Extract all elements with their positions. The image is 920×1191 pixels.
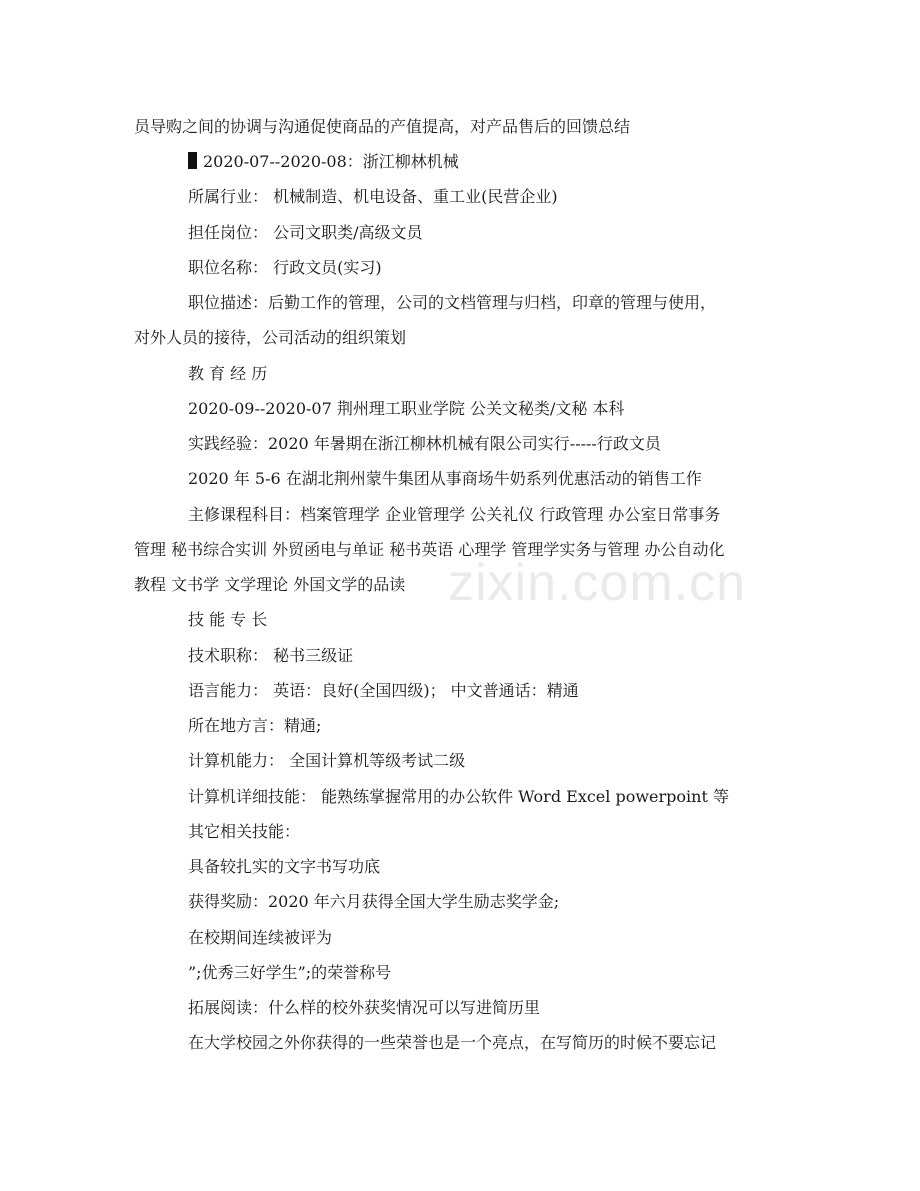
watermark: zixin.com.cn (448, 554, 747, 612)
text-line: 技术职称： 秘书三级证 (188, 646, 354, 665)
text-line: 2020 年 5-6 在湖北荆州蒙牛集团从事商场牛奶系列优惠活动的销售工作 (188, 469, 702, 488)
text-line: 计算机详细技能： 能熟练掌握常用的办公软件 Word Excel powerpoint 等 (188, 787, 729, 806)
text-line: 主修课程科目：档案管理学 企业管理学 公关礼仪 行政管理 办公室日常事务 (188, 505, 721, 524)
text-line: 获得奖励：2020 年六月获得全国大学生励志奖学金; (188, 892, 560, 911)
text-line: 职位描述：后勤工作的管理，公司的文档管理与归档，印章的管理与使用， (188, 293, 717, 312)
text-line: 所在地方言：精通; (188, 716, 322, 735)
text-line: 在大学校园之外你获得的一些荣誉也是一个亮点，在写简历的时候不要忘记 (188, 1033, 717, 1052)
text-line: 管理 秘书综合实训 外贸函电与单证 秘书英语 心理学 管理学实务与管理 办公自动化 (134, 540, 725, 559)
text-line: 所属行业： 机械制造、机电设备、重工业(民营企业) (188, 187, 558, 206)
text-line: 职位名称： 行政文员(实习) (188, 258, 382, 277)
text-line: 担任岗位： 公司文职类/高级文员 (188, 223, 423, 242)
bullet-marker-icon (188, 152, 197, 169)
text-line: 对外人员的接待，公司活动的组织策划 (134, 328, 407, 347)
job-heading-text: 2020-07--2020-08：浙江柳林机械 (203, 152, 459, 171)
section-heading-skills: 技 能 专 长 (188, 610, 268, 629)
text-line: 实践经验：2020 年暑期在浙江柳林机械有限公司实行-----行政文员 (188, 434, 661, 453)
text-line: ”;优秀三好学生”;的荣誉称号 (188, 963, 392, 982)
section-heading-education: 教 育 经 历 (188, 364, 268, 383)
text-line: 其它相关技能： (188, 822, 301, 841)
job-heading-line (0, 151, 920, 173)
text-line: 语言能力： 英语：良好(全国四级)； 中文普通话：精通 (188, 681, 579, 700)
text-line: 教程 文书学 文学理论 外国文学的品读 (134, 575, 406, 594)
text-line: 计算机能力： 全国计算机等级考试二级 (188, 751, 466, 770)
text-line: 在校期间连续被评为 (188, 928, 333, 947)
text-line: 拓展阅读：什么样的校外获奖情况可以写进简历里 (188, 998, 541, 1017)
text-line: 具备较扎实的文字书写功底 (188, 857, 381, 876)
text-line: 员导购之间的协调与沟通促使商品的产值提高，对产品售后的回馈总结 (134, 117, 631, 136)
text-line: 2020-09--2020-07 荆州理工职业学院 公关文秘类/文秘 本科 (188, 399, 625, 418)
